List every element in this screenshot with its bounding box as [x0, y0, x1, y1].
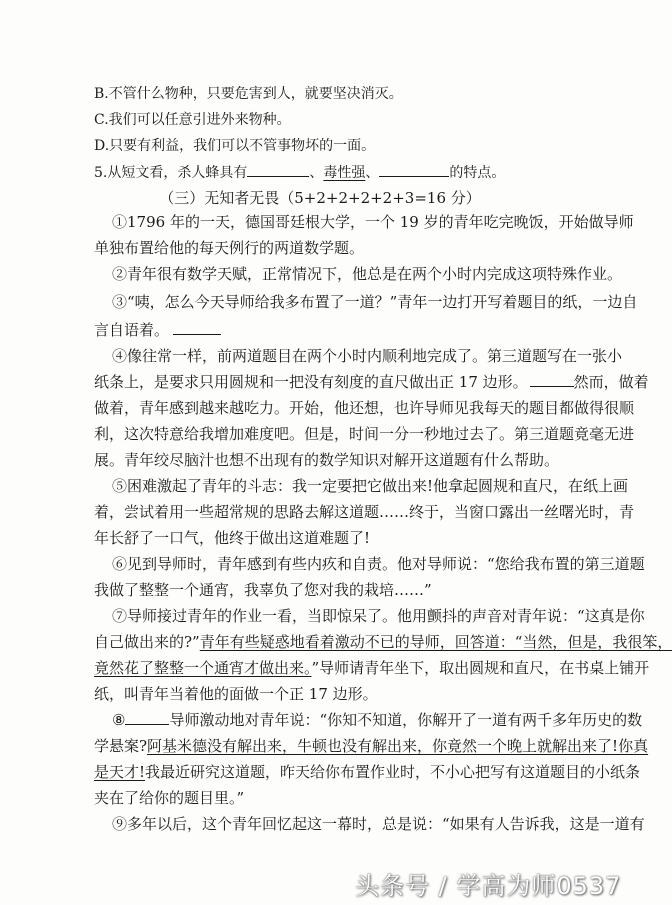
para-line-21 — [94, 736, 649, 756]
para-line-17-underlined: 青年有些疑惑地看着激动不已的导师，回答道：“当然，但是，我很笨， — [199, 633, 672, 651]
para-line-20-b: 导师激动地对青年说：“你知不知道，你解开了一道有两千多年历史的数 — [169, 711, 643, 729]
para-line-10: 展。青年绞尽脑汁也想不出现有的数学知识对解开这道题有什么帮助。 — [94, 451, 560, 469]
para-line-16: ⑦导师接过青年的作业一看，当即惊呆了。他用颤抖的声音对青年说：“这真是你 — [112, 607, 645, 625]
para-line-18 — [94, 658, 650, 678]
para-line-4: ③“咦，怎么今天导师给我多布置了一道？”青年一边打开写着题目的纸，一边自 — [112, 293, 638, 311]
para-line-17 — [94, 632, 672, 652]
para-line-5 — [94, 320, 549, 340]
para-line-19: 纸，叫青年当着他的面做一个正 17 边形。 — [94, 685, 378, 703]
q5-blank-1 — [247, 162, 309, 177]
watermark: 头条号 / 学高为师0537 — [355, 872, 622, 900]
para-line-11: ⑤困难激起了青年的斗志：我一定要把它做出来!他拿起圆规和直尺，在纸上画 — [112, 477, 629, 495]
para-line-9: 利，这次特意给我增加难度吧。但是，时间一分一秒地过去了。第三道题竟毫无进 — [94, 425, 635, 443]
para-line-17-a: 自己做出来的?” — [94, 633, 200, 651]
blank-3 — [125, 710, 169, 725]
para-line-20-a: ⑧ — [112, 711, 126, 729]
para-line-22 — [94, 762, 641, 782]
para-line-15: 我做了整整一个通宵，我辜负了您对我的栽培……” — [94, 581, 432, 599]
section-title: （三）无知者无畏（5+2+2+2+2+3=16 分） — [159, 189, 481, 207]
para-line-3: ②青年很有数学天赋，正常情况下，他总是在两个小时内完成这项特殊作业。 — [112, 265, 623, 283]
para-line-14: ⑥见到导师时，青年感到有些内疚和自责。他对导师说：“您给我布置的第三道题 — [112, 555, 645, 573]
para-line-5-text: 言自语着。 — [94, 321, 170, 339]
para-line-13: 年长舒了一口气，他终于做出这道难题了! — [94, 529, 371, 547]
para-line-18-underlined: 竟然花了整整一个通宵才做出来。 — [94, 659, 312, 677]
para-line-7 — [94, 372, 649, 392]
para-line-18-b: ”导师请青年坐下，取出圆规和直尺，在书桌上铺开 — [311, 659, 650, 677]
question-5 — [94, 162, 505, 183]
para-line-7-text: 纸条上，是要求只用圆规和一把没有刻度的直尺做出正 17 边形。 — [94, 373, 528, 391]
para-line-23: 夹在了给你的题目里。” — [94, 789, 245, 807]
option-b: B.不管什么物种，只要危害到人，就要坚决消灭。 — [94, 86, 403, 102]
q5-blank-2 — [379, 162, 449, 177]
para-line-20 — [112, 710, 643, 730]
q5-answer-underlined: 毒性强 — [323, 165, 366, 181]
para-line-2: 单独布置给他的每天例行的两道数学题。 — [94, 239, 365, 257]
para-line-22-b: 我最近研究这道题，昨天给你布置作业时，不小心把写有这道题目的小纸条 — [145, 763, 641, 781]
q5-sep-1: 、 — [309, 165, 324, 181]
para-line-22-underlined: 是天才! — [94, 763, 146, 781]
para-line-21-a: 学悬案? — [94, 737, 148, 755]
para-line-24: ⑨多年以后，这个青年回忆起这一幕时，总是说：“如果有人告诉我，这是一道有 — [112, 815, 645, 833]
para-line-12: 着，尝试着用一些超常规的思路去解这道题……终于，当窗口露出一丝曙光时，青 — [94, 503, 635, 521]
option-d: D.只要有利益，我们可以不管事物坏的一面。 — [94, 138, 376, 154]
blank-1 — [173, 320, 221, 335]
para-line-6: ④像往常一样，前两道题目在两个小时内顺利地完成了。第三道题写在一张小 — [112, 347, 623, 365]
para-line-1: ①1796 年的一天，德国哥廷根大学，一个 19 岁的青年吃完晚饭，开始做导师 — [112, 213, 634, 231]
para-line-8: 做着，青年感到越来越吃力。开始，他还想，也许导师见我每天的题目都做得很顺 — [94, 399, 635, 417]
q5-sep-2: 、 — [365, 165, 380, 181]
para-line-7-end: 然而，做着 — [573, 373, 649, 391]
option-c: C.我们可以任意引进外来物种。 — [94, 112, 291, 128]
q5-prefix: 5.从短文看，杀人蜂具有 — [94, 165, 248, 181]
para-line-21-underlined: 阿基米德没有解出来，牛顿也没有解出来，你竟然一个晚上就解出来了!你真 — [147, 737, 649, 755]
blank-2 — [530, 372, 574, 387]
q5-suffix: 的特点。 — [449, 165, 506, 181]
